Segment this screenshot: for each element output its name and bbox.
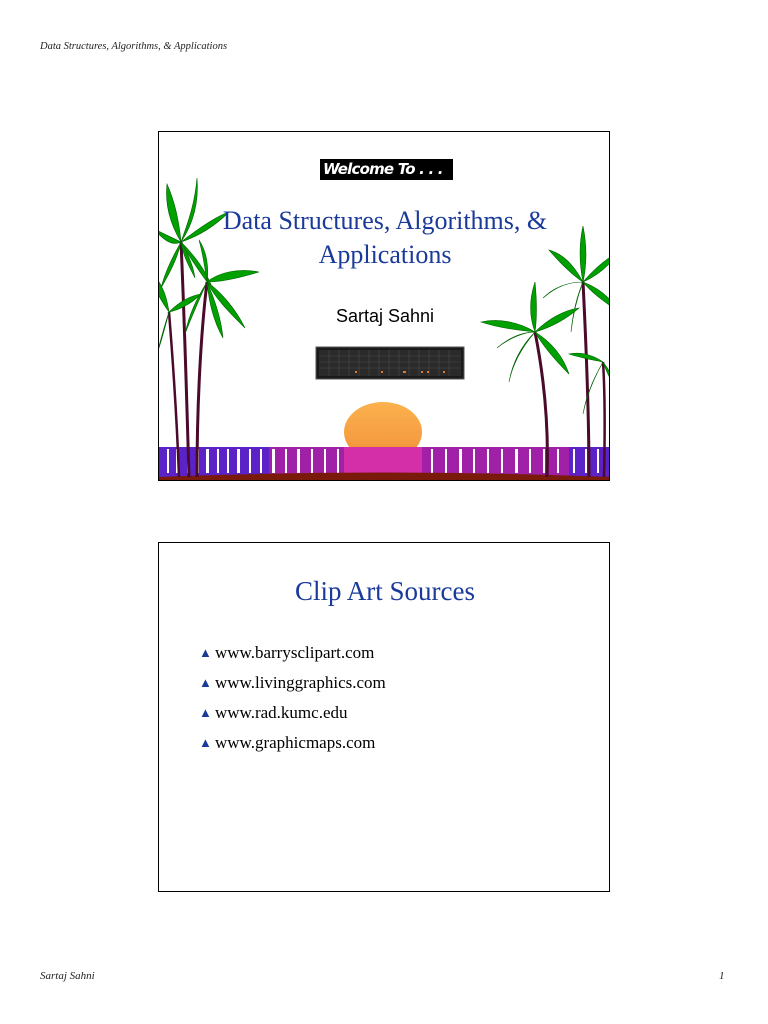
slide-title-line-2: Applications (318, 240, 452, 269)
slide-author: Sartaj Sahni (335, 306, 435, 326)
triangle-bullet-icon: ▲ (199, 705, 212, 720)
list-item (199, 638, 386, 668)
page-header: Data Structures, Algorithms, & Applications (40, 41, 228, 52)
led-board-icon (316, 347, 464, 379)
list-item (199, 668, 386, 698)
footer-author: Sartaj Sahni (40, 970, 95, 982)
triangle-bullet-icon: ▲ (199, 735, 212, 750)
slide-welcome (158, 131, 610, 481)
source-url: www.livinggraphics.com (215, 673, 386, 692)
slide-title: Clip Art Sources (295, 576, 475, 606)
slide-title-line-1: Data Structures, Algorithms, & (222, 206, 548, 235)
welcome-banner: Welcome To . . . (320, 159, 453, 180)
list-item (199, 698, 386, 728)
list-item (199, 728, 386, 758)
slide-clip-art-sources (158, 542, 610, 892)
source-url: www.rad.kumc.edu (215, 703, 348, 722)
slide-title (159, 204, 610, 272)
source-list (199, 638, 386, 758)
triangle-bullet-icon: ▲ (199, 675, 212, 690)
source-url: www.graphicmaps.com (215, 733, 376, 752)
source-url: www.barrysclipart.com (215, 643, 375, 662)
triangle-bullet-icon: ▲ (199, 645, 212, 660)
sea-band (159, 447, 610, 481)
page-number: 1 (719, 970, 725, 982)
